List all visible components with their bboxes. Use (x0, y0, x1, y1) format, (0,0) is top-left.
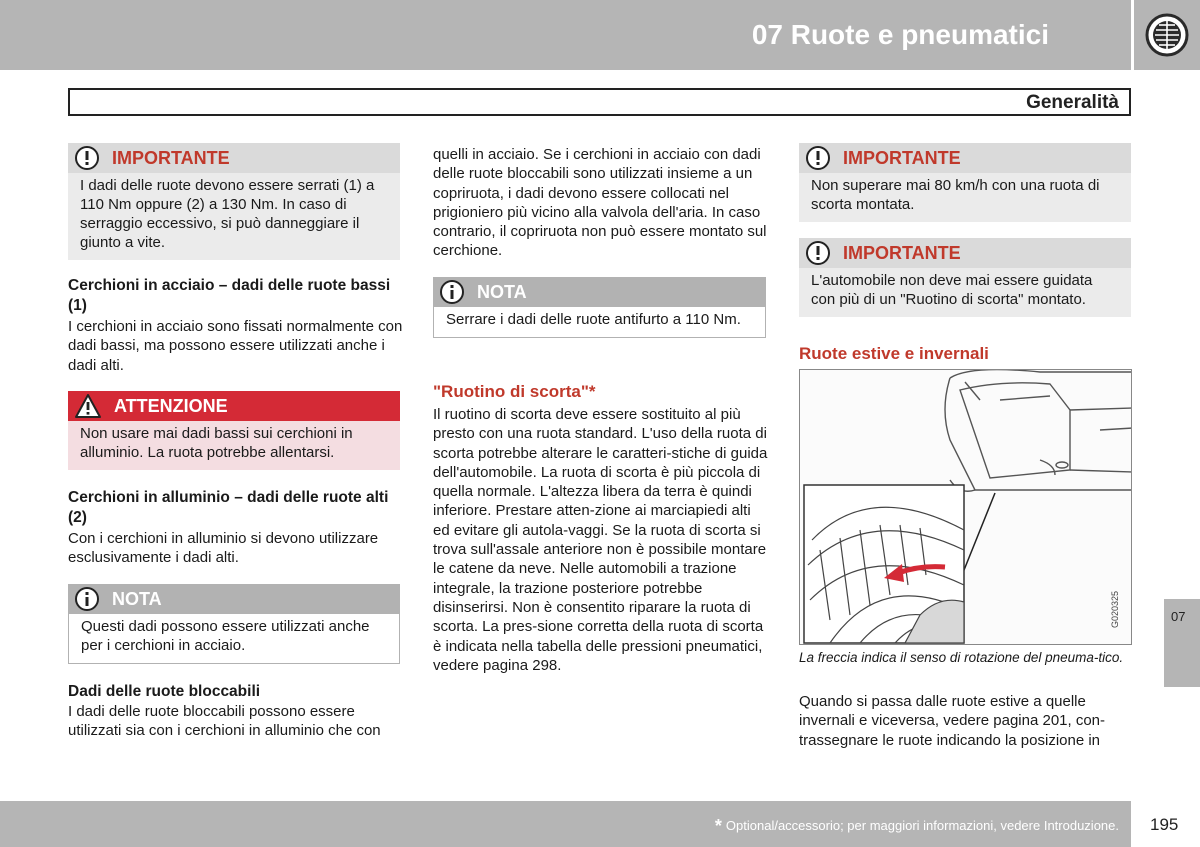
text-aluminium-rims: Con i cerchioni in alluminio si devono utilizzare esclusivamente i dadi alti. (68, 530, 379, 567)
footer-note (715, 816, 1119, 837)
notice-text: Serrare i dadi delle ruote antifurto a 110 Nm. (433, 307, 766, 338)
text-summer-winter: Quando si passa dalle ruote estive a quelle invernali e viceversa, vedere pagina 201, con-trassegnare le ruote indicando la posizione in (799, 693, 1106, 749)
note-notice-antitheft (433, 277, 766, 338)
notice-text: Non superare mai 80 km/h con una ruota di scorta montata. (799, 173, 1131, 222)
heading-aluminium-rims: Cerchioni in alluminio – dadi delle ruote alti (2) (68, 489, 389, 526)
text-spare-wheel: Il ruotino di scorta deve essere sostituito al più presto con una ruota standard. L'uso della ruota di scorta potrebbe alterare le caratteri-stiche di guida dell'automobile. La ruota di scorta è più piccola di quella normale. L'altezza libera da terra è quindi inferiore. Prestare atten-zione ai marciapiedi alti ed evitare gli autola-vaggi. Se la ruota di scorta si trova sull'assale anteriore non è possibile montare le catene da neve. Nelle automobili a trazione integrale, la trazione posteriore potrebbe disinserirsi. Non è consentito riparare la ruota di scorta. La pres-sione corretta della ruota di scorta è indicata nella tabella delle pressioni pneumatici, vedere pagina 298. (433, 406, 768, 674)
notice-title: NOTA (477, 281, 527, 302)
heading-spare-wheel: "Ruotino di scorta"* (433, 382, 596, 401)
notice-title: IMPORTANTE (112, 147, 230, 168)
note-notice-nuts (68, 584, 400, 664)
notice-title: IMPORTANTE (843, 242, 961, 263)
footer-note-text: Optional/accessorio; per maggiori informazioni, vedere Introduzione. (725, 818, 1119, 833)
notice-title: ATTENZIONE (114, 395, 228, 416)
section-title: Generalità (1026, 92, 1119, 113)
warning-notice-aluminium (68, 391, 400, 470)
notice-text: Non usare mai dadi bassi sui cerchioni in alluminio. La ruota potrebbe allentarsi. (68, 421, 400, 470)
section-box (68, 88, 1131, 116)
warning-triangle-icon (74, 393, 102, 419)
page-number: 195 (1150, 815, 1179, 834)
heading-steel-rims: Cerchioni in acciaio – dadi delle ruote bassi (1) (68, 277, 391, 314)
tire-icon (1134, 0, 1200, 70)
notice-text: L'automobile non deve mai essere guidata con più di un "Ruotino di scorta" montato. (799, 268, 1131, 317)
text-steel-rims: I cerchioni in acciaio sono fissati normalmente con dadi bassi, ma possono essere utilizzati anche i dadi alti. (68, 318, 403, 374)
exclamation-icon (74, 145, 100, 171)
important-notice-tightening (68, 143, 400, 260)
notice-title: IMPORTANTE (843, 147, 961, 168)
heading-summer-winter: Ruote estive e invernali (799, 344, 989, 363)
chapter-side-tab (1164, 599, 1200, 687)
heading-lockable-nuts: Dadi delle ruote bloccabili (68, 683, 261, 700)
chapter-title: 07 Ruote e pneumatici (751, 19, 1049, 50)
figure-code: G020325 (1110, 590, 1120, 628)
footer-star: * (714, 816, 722, 836)
important-notice-spare-count (799, 238, 1131, 317)
text-lockable-nuts: I dadi delle ruote bloccabili possono essere utilizzati sia con i cerchioni in alluminio che con (68, 703, 381, 740)
info-icon (439, 279, 465, 305)
exclamation-icon (805, 240, 831, 266)
notice-title: NOTA (112, 588, 162, 609)
footer-bar (0, 801, 1131, 847)
figure-caption: La freccia indica il senso di rotazione del pneuma-tico. (799, 650, 1124, 665)
important-notice-speed (799, 143, 1131, 222)
text-lockable-continued: quelli in acciaio. Se i cerchioni in acciaio con dadi delle ruote bloccabili sono utilizzati insieme a un copriruota, i dadi devono essere collocati nel prigioniero più vicino alla valvola dell'aria. In caso contrario, il copriruota non può essere montato sul cerchione. (433, 146, 767, 260)
side-tab-label: 07 (1171, 609, 1186, 624)
exclamation-icon (805, 145, 831, 171)
notice-text: Questi dadi possono essere utilizzati anche per i cerchioni in acciaio. (68, 614, 400, 664)
info-icon (74, 586, 100, 612)
car-wheel-rotation-illustration (799, 369, 1132, 645)
header-bar (0, 0, 1131, 70)
notice-text: I dadi delle ruote devono essere serrati (1) a 110 Nm oppure (2) a 130 Nm. In caso di serraggio eccessivo, si può danneggiare il giunto a vite. (68, 173, 400, 260)
